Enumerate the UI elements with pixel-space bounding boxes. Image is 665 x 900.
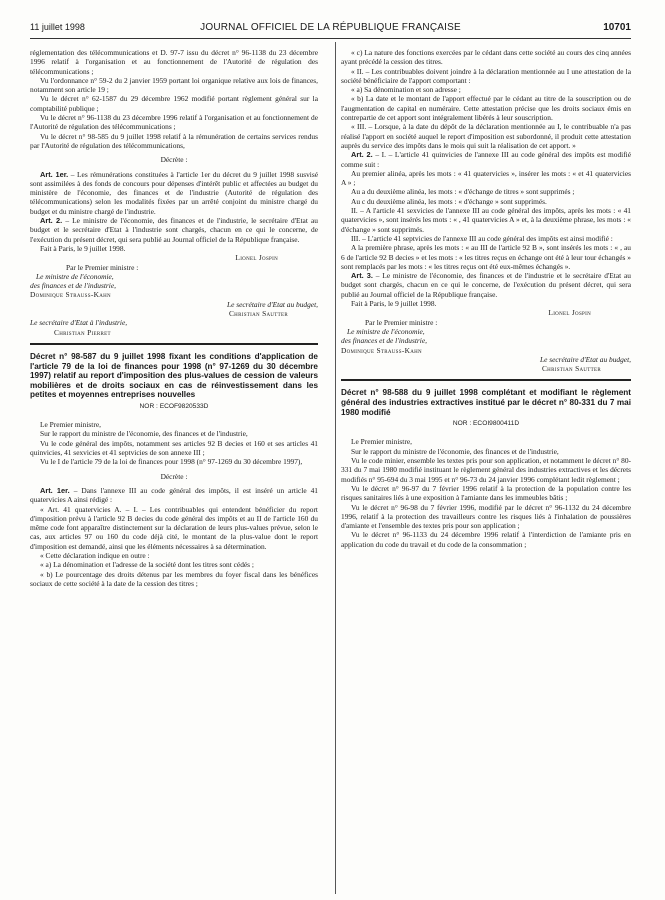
- column-divider: [335, 42, 336, 894]
- article-2: [341, 150, 631, 169]
- paragraph: « c) La nature des fonctions exercées par le cédant dans cette société au cours des cinq années ayant précédé la cession des titres.: [341, 48, 631, 67]
- decree-nor: NOR : ECOF9820533D: [139, 402, 209, 410]
- premier-ministre: Le Premier ministre,: [351, 437, 412, 447]
- paragraph: Vu le décret n° 96-1138 du 23 décembre 1996 relatif à l'organisation et au fonctionnement de l'Autorité de régulation des télécommunications ;: [30, 113, 318, 132]
- paragraph: « a) La dénomination et l'adresse de la société dont les titres sont cédés ;: [40, 560, 254, 570]
- par-premier-ministre: Par le Premier ministre :: [66, 262, 139, 272]
- header-rule: [30, 38, 631, 39]
- paragraph: « Cette déclaration indique en outre :: [40, 551, 150, 561]
- paragraph: Vu l'ordonnance n° 59-2 du 2 janvier 1959 portant loi organique relative aux lois de finances, notamment son article 19 ;: [30, 75, 318, 95]
- paragraph: Vu le décret n° 62-1587 du 29 décembre 1962 modifié portant règlement général sur la comptabilité publique ;: [30, 94, 318, 113]
- article-3: [341, 271, 631, 299]
- decrete-heading: Décrète :: [160, 471, 188, 481]
- secretary-industry-name: Christian Pierret: [54, 327, 111, 337]
- premier-ministre: Le Premier ministre,: [40, 420, 101, 430]
- paragraph: « II. – Les contribuables doivent joindre à la déclaration mentionnée au I une attestation de la société bénéficiaire de l'apport comportant :: [341, 66, 631, 85]
- minister-name: Dominique Strauss-Kahn: [30, 290, 111, 300]
- article-1: [30, 486, 318, 505]
- minister-name: Dominique Strauss-Kahn: [341, 345, 422, 355]
- paragraph: Vu le code général des impôts, notamment ses articles 92 B decies et 160 et ses articles 41 quinvicies, 41 sexvicies et 41 septvicies de son annexe III ;: [30, 438, 318, 458]
- article-label: Art. 3.: [351, 271, 373, 281]
- article-text: – I. – L'article 41 quinvicies de l'annexe III au code général des impôts est modifié comme suit :: [341, 150, 632, 169]
- paragraph: Au c du deuxième alinéa, les mots : « d'échange » sont supprimés.: [351, 196, 547, 206]
- paragraph: « Art. 41 quatervicies A. – I. – Les contribuables qui entendent bénéficier du report d'imposition prévu à l'article 92 B decies du code général des impôts et au II de l'article 160 du même code font apparaître distinctement sur la déclaration de leurs plus-values prévue, selon le cas, aux articles 97 ou 160 du code déjà cité, le montant de la plus-value dont le report d'imposition est demandé, ainsi que les éléments nécessaires à sa détermination.: [30, 504, 318, 551]
- paragraph: Vu le décret n° 98-585 du 9 juillet 1998 relatif à la rémunération de certains services rendus par l'Autorité de régulation des télécommunications,: [30, 131, 318, 150]
- paragraph: « b) Le pourcentage des droits détenus par les membres du foyer fiscal dans les bénéfices sociaux de cette société à la date de la cession des titres ;: [30, 569, 318, 588]
- header-date: 11 juillet 1998: [30, 22, 85, 32]
- section-rule: [341, 379, 631, 381]
- secretary-budget-name: Christian Sautter: [541, 364, 601, 374]
- article-2: [30, 216, 318, 244]
- paragraph: Vu le décret n° 96-97 du 7 février 1996 relatif à la protection de la population contre les risques sanitaires liés à une exposition à l'amiante dans les immeubles bâtis ;: [341, 483, 631, 503]
- article-text: – Dans l'annexe III au code général des impôts, il est inséré un article 41 quatervicies A ainsi rédigé :: [30, 485, 318, 505]
- paragraph: A la première phrase, après les mots : « au III de l'article 92 B », sont insérés les mots : « , au 6 de l'article 92 B decies » et les mots : « les titres reçus en échange ont été à leur tour échangés » sont remplacés par les mots : « les titres reçus ont été eux-mêmes échangés ».: [341, 243, 631, 271]
- header-journal-title: JOURNAL OFFICIEL DE LA RÉPUBLIQUE FRANÇAISE: [200, 22, 461, 33]
- article-text: – Les rémunérations constituées à l'article 1er du décret du 9 juillet 1998 susvisé sont assimilées à des fonds de concours pour dépenses d'intérêt public et affectées au budget du ministère de l'économie, des finances et de l'industrie (Autorité de régulation des télécommunications) selon les modalités fixées par un arrêté conjoint du ministre chargé du budget et du ministre chargé de l'industrie.: [30, 169, 318, 216]
- article-label: Art. 1er.: [40, 169, 69, 179]
- paragraph: Au a du deuxième alinéa, les mots : « d'échange de titres » sont supprimés ;: [351, 187, 575, 197]
- fait-a-paris: Fait à Paris, le 9 juillet 1998.: [351, 299, 437, 309]
- article-label: Art. 1er.: [40, 485, 70, 495]
- secretary-budget-title: Le secrétaire d'Etat au budget,: [226, 299, 318, 309]
- decree-title: Décret n° 98-588 du 9 juillet 1998 complétant et modifiant le règlement général des industries extractives institué par le décret n° 80-331 du 7 mai 1980 modifié: [341, 388, 631, 417]
- paragraph: Vu le code minier, ensemble les textes pris pour son application, et notamment le décret n° 80-331 du 7 mai 1980 modifié instituant le règlement général des industries extractives et les décrets modifiés n° 95-694 du 3 mai 1995 et n° 96-73 du 24 janvier 1996 complétant ledit règlement ;: [341, 456, 631, 484]
- par-premier-ministre: Par le Premier ministre :: [365, 317, 438, 327]
- paragraph: II. – A l'article 41 sexvicies de l'annexe III au code général des impôts, après les mots : « 41 quatervicies », sont insérés les mots : « , 41 quatervicies A » et, à la deuxième phrase, les mots : « d'échange » sont supprimés.: [341, 206, 631, 234]
- signature-pm: Lionel Jospin: [235, 253, 278, 263]
- minister-title: des finances et de l'industrie,: [341, 336, 427, 346]
- left-column: [30, 48, 318, 588]
- signature-pm: Lionel Jospin: [548, 308, 591, 318]
- article-text: – Le ministre de l'économie, des finances et de l'industrie, le secrétaire d'Etat au budget et le secrétaire d'Etat à l'industrie sont chargés, chacun en ce qui le concerne, de l'exécution du présent décret, qui sera publié au Journal officiel de la République française.: [30, 216, 318, 244]
- right-column: [341, 48, 631, 549]
- article-label: Art. 2.: [351, 150, 373, 160]
- paragraph: Sur le rapport du ministre de l'économie, des finances et de l'industrie,: [40, 429, 248, 439]
- header-page-number: 10701: [603, 22, 631, 33]
- minister-title: Le ministre de l'économie,: [347, 326, 425, 336]
- decrete-heading: Décrète :: [160, 155, 188, 165]
- paragraph: Vu le décret n° 96-1133 du 24 décembre 1996 relatif à l'interdiction de l'amiante pris en application du code du travail et du code de la consommation ;: [341, 530, 631, 549]
- section-rule: [30, 343, 318, 345]
- article-1: [30, 170, 318, 216]
- paragraph: Au premier alinéa, après les mots : « 41 quatervicies », insérer les mots : « et 41 quatervicies A » ;: [341, 168, 631, 188]
- paragraph: « III. – Lorsque, à la date du dépôt de la déclaration mentionnée au I, le contribuable n'a pas réalisé l'apport en société auquel le report d'imposition est subordonné, il produit cette attestation auprès du service des impôts dans le mois qui suit la réalisation de cet apport. »: [341, 122, 631, 150]
- paragraph: « b) La date et le montant de l'apport effectué par le cédant au titre de la souscription ou de l'augmentation de capital en numéraire. Cette attestation précise que les droits sociaux émis en contrepartie de cet apport sont intégralement libérés à leur souscription.: [341, 94, 631, 123]
- page-header: [30, 22, 631, 36]
- paragraph: Sur le rapport du ministre de l'économie, des finances et de l'industrie,: [351, 446, 559, 456]
- paragraph: réglementation des télécommunications et D. 97-7 issu du décret n° 96-1138 du 23 décembre 1996 relatif à l'organisation et au fonctionnement de l'Autorité de régulation des télécommunications ;: [30, 48, 318, 76]
- paragraph: Vu le I de l'article 79 de la loi de finances pour 1998 (n° 97-1269 du 30 décembre 1997),: [40, 457, 303, 467]
- paragraph: « a) Sa dénomination et son adresse ;: [351, 85, 461, 95]
- article-text: – Le ministre de l'économie, des finances et de l'industrie et le secrétaire d'Etat au budget sont chargés, chacun en ce qui le concerne, de l'exécution du présent décret, qui sera publié au Journal officiel de la République française.: [341, 271, 631, 299]
- secretary-industry-title: Le secrétaire d'Etat à l'industrie,: [30, 318, 128, 328]
- minister-title: des finances et de l'industrie,: [30, 281, 116, 291]
- article-label: Art. 2.: [40, 216, 63, 226]
- decree-title: Décret n° 98-587 du 9 juillet 1998 fixant les conditions d'application de l'article 79 de la loi de finances pour 1998 (n° 97-1269 du 30 décembre 1997) relatif au report d'imposition des plus-values de cession de valeurs mobilières et de droits sociaux en cas de réinvestissement dans les petites et moyennes entreprises nouvelles: [30, 351, 318, 400]
- paragraph: Vu le décret n° 96-98 du 7 février 1996, modifié par le décret n° 96-1132 du 24 décembre 1996, relatif à la protection des travailleurs contre les risques liés à l'inhalation de poussières d'amiante et l'ensemble des textes pris pour son application ;: [341, 502, 631, 531]
- secretary-budget-name: Christian Sautter: [228, 309, 288, 319]
- fait-a-paris: Fait à Paris, le 9 juillet 1998.: [40, 243, 126, 253]
- decree-nor: NOR : ECOI9800411D: [452, 420, 520, 428]
- paragraph: III. – L'article 41 septvicies de l'annexe III au code général des impôts est ainsi modifié :: [351, 233, 613, 243]
- secretary-budget-title: Le secrétaire d'Etat au budget,: [539, 354, 631, 364]
- minister-title: Le ministre de l'économie,: [36, 271, 114, 281]
